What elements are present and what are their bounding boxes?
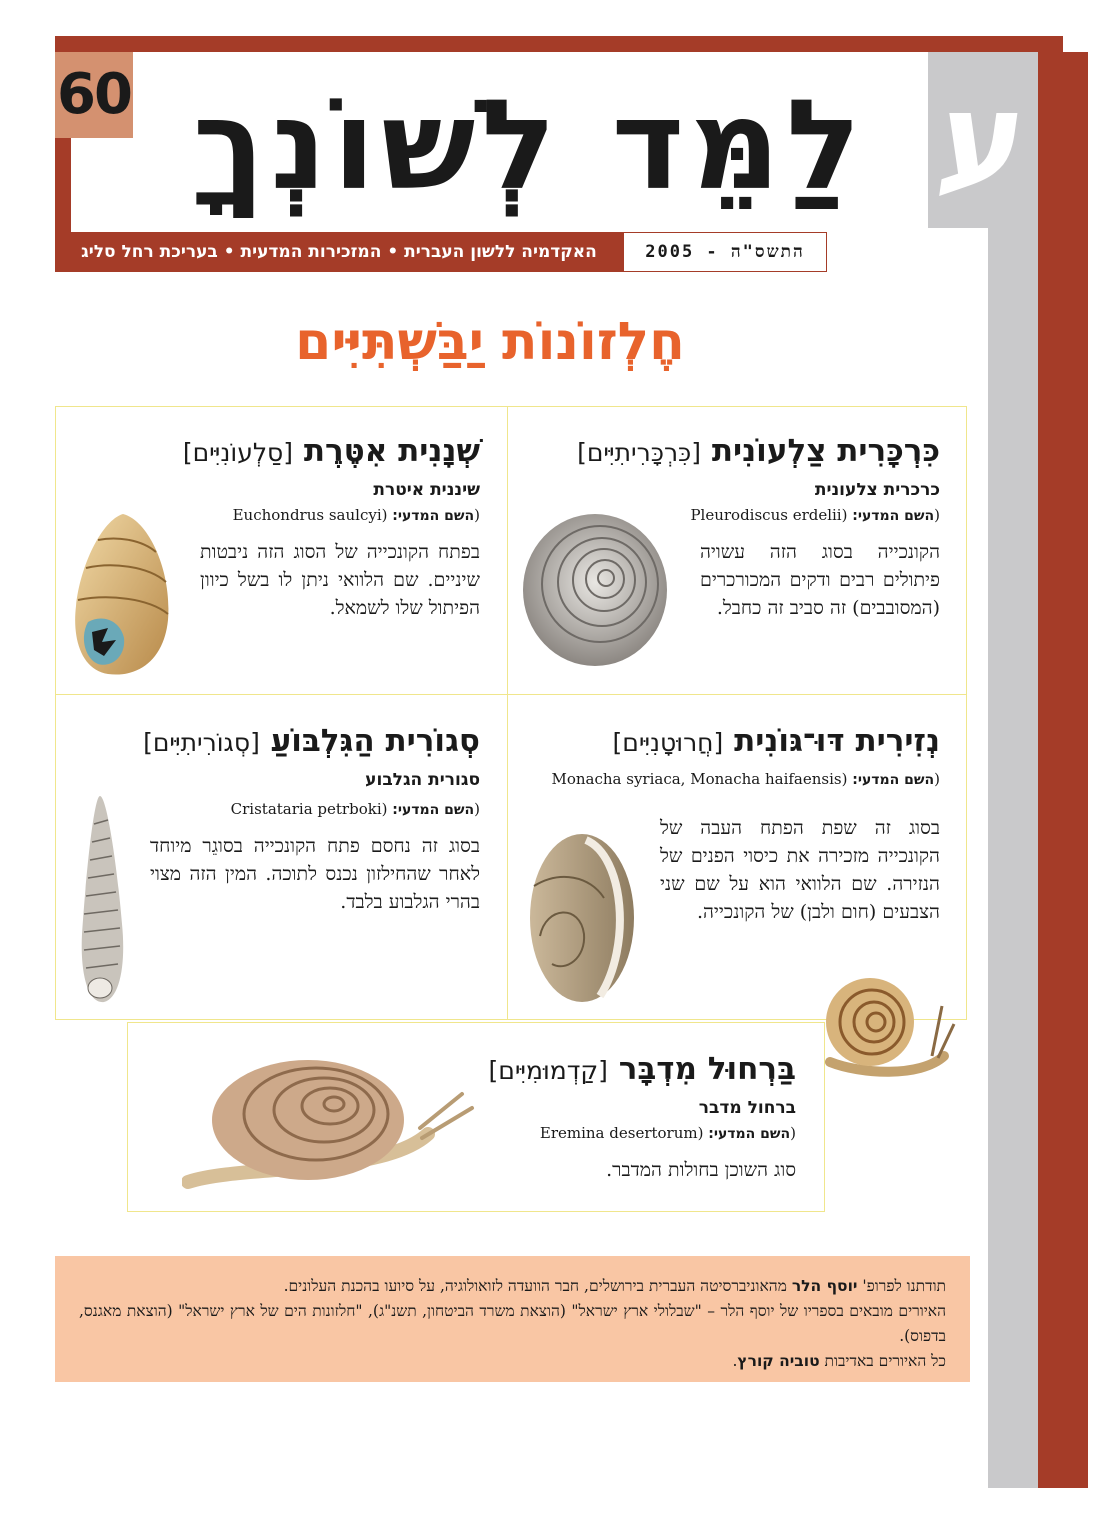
card-scientific-name: (השם המדעי: Pleurodiscus erdelii) — [690, 505, 940, 524]
card-scientific-name: (השם המדעי: Cristataria petrboki) — [230, 799, 480, 818]
card-title: סְגוֹרִית הַגִּלְבּוֹעַ [סְגוֹרִיתִיִּים] — [143, 723, 480, 759]
issue-number-box — [55, 52, 133, 138]
acknowledgements-box — [55, 1256, 970, 1382]
card-title: כִּרְכָּרִית צַלְעוֹנִית [כִּרְכָּרִיתִיִּים] — [577, 433, 940, 469]
publisher-strip — [55, 232, 623, 272]
header-top-bar — [55, 36, 1063, 52]
snail-monacha-illustration — [520, 826, 640, 1006]
publisher-text: האקדמיה ללשון העברית • המזכירות המדעית • בעריכת רחל סליג — [81, 242, 597, 262]
card-common-name: סגורית הגלבוע — [365, 769, 480, 790]
acknowledgements-line-2: האיורים מובאים בספריו של יוסף הלר – "שבלולי ארץ ישראל" (הוצאת משרד הביטחון, תשנ"ג), "חלזונות הים של ארץ ישראל" (הוצאת מאגנס, בדפוס). — [79, 1302, 946, 1345]
card-scientific-name: (השם המדעי: Monacha syriaca, Monacha haifaensis) — [551, 769, 940, 788]
card-title: בַּרְחוּל מִדְבָּר [קַדְמוּמִיִּים] — [488, 1051, 796, 1087]
snail-eremina-illustration — [182, 1054, 482, 1194]
card-description: הקונכייה בסוג הזה עשויה פיתולים רבים ודקים המכורכרים (המסובבים) זה סביב זה כחבל. — [700, 540, 940, 619]
card-eremina — [470, 1052, 796, 1184]
card-cristataria — [140, 724, 480, 916]
card-description: בפתח הקונכייה של הסוג הזה ניבטות שיניים. שם הלוואי ניתן לו בשל כיוון הפיתול שלו לשמאל. — [200, 540, 480, 619]
masthead — [140, 62, 920, 230]
card-title: שְׁנָנִית אִטֶּרֶת [סַלְעוֹנִיִּים] — [182, 433, 480, 469]
snail-euchondrus-illustration — [68, 510, 178, 680]
grid-divider-vertical — [507, 406, 508, 1020]
card-description: סוג השוכן בחולות המדבר. — [606, 1158, 796, 1181]
side-bar-gray — [988, 52, 1038, 1488]
card-description: בסוג זה נחסם פתח הקונכייה בסוגֵר מיוחד לאחר שהחילזון נכנס לתוכה. המין הזה מצוי בהרי הגלבוע בלבד. — [150, 834, 480, 913]
card-scientific-name: (השם המדעי: Euchondrus saulcyi) — [232, 505, 480, 524]
card-description: בסוג זה שפת הפתח העבה של הקונכייה מזכירה את כיסוי הפנים של הנזירה. שם הלוואי הוא על שם שני הצבעים (חום ולבן) של הקונכייה. — [660, 816, 940, 923]
card-scientific-name: (השם המדעי: Eremina desertorum) — [539, 1123, 796, 1142]
academy-logo-icon: ע — [929, 65, 1037, 214]
acknowledgements-line-1: תודתנו לפרופ' יוסף הלר מהאוניברסיטה העברית בירושלים, חבר הוועדה לזואולוגיה, על סיועו בהכנת העלונים. — [283, 1277, 946, 1295]
acknowledgements-line-3: כל האיורים באדיבות טוביה קורץ. — [732, 1352, 946, 1370]
snail-cristataria-illustration — [76, 794, 128, 1006]
issue-number: 60 — [57, 62, 131, 127]
card-euchondrus — [150, 434, 480, 622]
academy-logo — [928, 52, 1038, 228]
card-common-name: שיננית איטרת — [373, 479, 480, 500]
grid-divider-horizontal — [55, 694, 967, 695]
card-common-name: ברחול מדבר — [698, 1097, 796, 1118]
year-text: התשס"ה - 2005 — [645, 242, 805, 262]
snail-pleurodiscus-illustration — [520, 510, 670, 670]
side-bar-red — [1038, 52, 1088, 1488]
year-box — [623, 232, 827, 272]
card-title: נְזִירִית דּוּ־גּוֹנִית [חֲרוּטָנִיִּים] — [612, 723, 940, 759]
page-title: חֶלְזוֹנוֹת יַבַּשְׁתִּיִּים — [295, 312, 685, 372]
card-common-name: כרכרית צלעונית — [814, 479, 940, 500]
masthead-title: לַמֵּד לְשׁוֹנְךָ — [192, 74, 868, 218]
snail-crawling-small-illustration — [820, 966, 960, 1086]
